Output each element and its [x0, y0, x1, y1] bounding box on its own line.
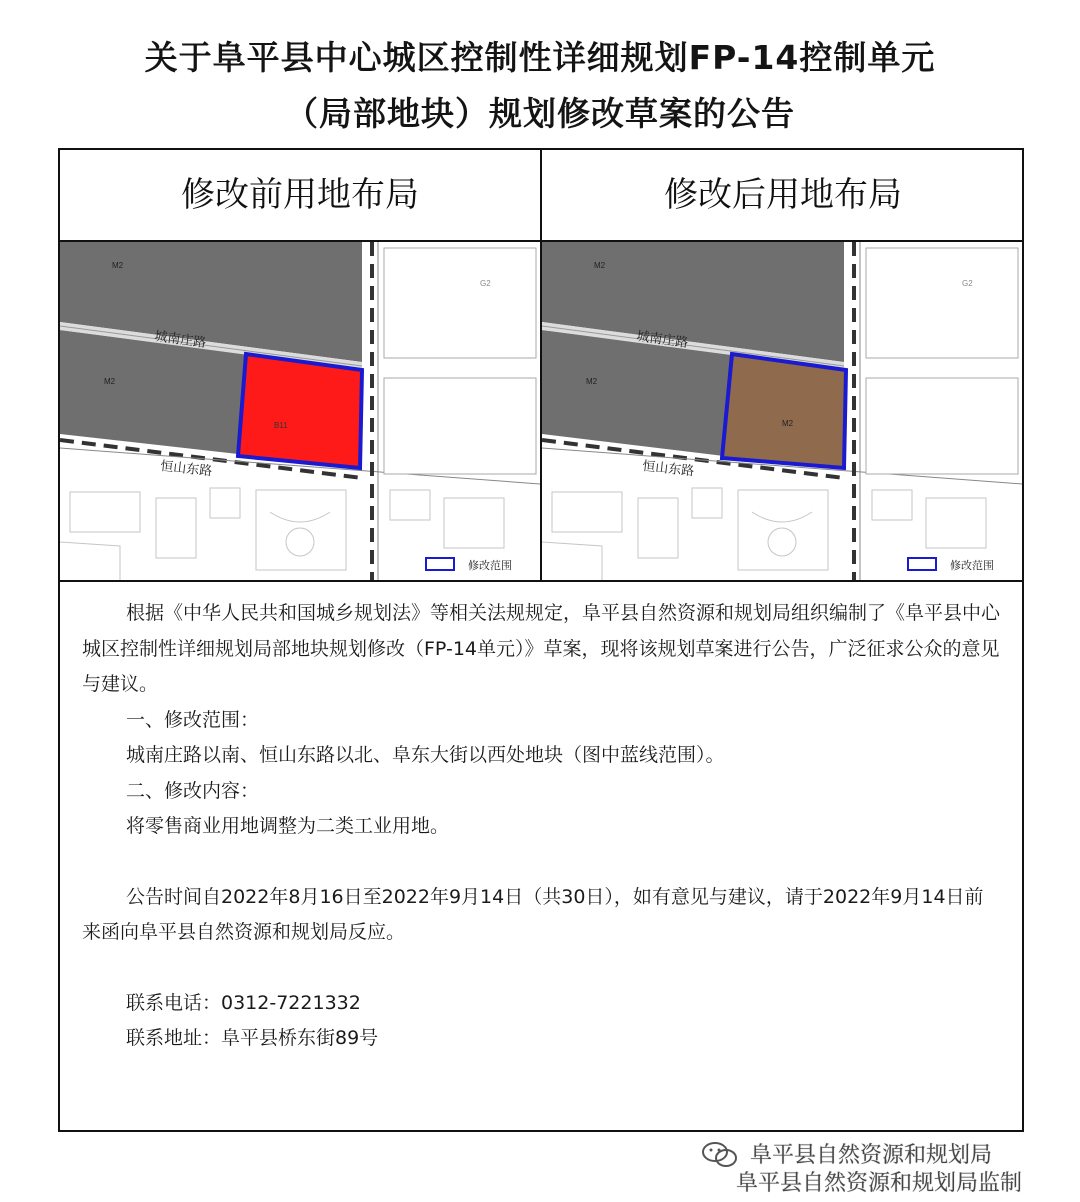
- road-label-south: 恒山东路: [641, 458, 695, 479]
- legend-label: 修改范围: [950, 560, 994, 572]
- notice-title-line1: 关于阜平县中心城区控制性详细规划FP-14控制单元: [144, 38, 936, 77]
- notice-title-line2: （局部地块）规划修改草案的公告: [285, 94, 795, 133]
- scope-heading: 一、修改范围：: [126, 708, 260, 731]
- before-land-use-map: [60, 242, 542, 582]
- after-layout-header: 修改后用地布局: [542, 150, 1024, 242]
- intro-paragraph: 根据《中华人民共和国城乡规划法》等相关法规规定，阜平县自然资源和规划局组织编制了《阜平县中心城区控制性详细规划局部地块规划修改（FP-14单元）》草案，现将该规划草案进行公告，广泛征求公众的意见与建议。: [82, 602, 1001, 695]
- block-code-label: M2: [594, 261, 606, 270]
- legend-label: 修改范围: [468, 560, 512, 572]
- wechat-watermark: [700, 1138, 1060, 1198]
- contact-phone: 联系电话：0312-7221332: [126, 991, 361, 1014]
- parcel-code-label: M2: [782, 419, 794, 428]
- before-layout-header: 修改前用地布局: [60, 150, 542, 242]
- supervision-credit: 阜平县自然资源和规划局监制: [736, 1171, 1023, 1196]
- parcel-before-red: [238, 354, 362, 468]
- block-code-label: M2: [586, 377, 598, 386]
- block-code-label: G2: [480, 279, 491, 288]
- notice-period: 公告时间自2022年8月16日至2022年9月14日（共30日），如有意见与建议，请于2022年9月14日前来函向阜平县自然资源和规划局反应。: [82, 885, 984, 943]
- road-label-north: 城南庄路: [153, 328, 208, 351]
- scope-text: 城南庄路以南、恒山东路以北、阜东大街以西处地块（图中蓝线范围）。: [126, 744, 725, 766]
- block-code-label: G2: [962, 279, 973, 288]
- notice-frame: [58, 148, 1024, 1132]
- road-label-south: 恒山东路: [159, 458, 213, 479]
- after-land-use-map: [542, 242, 1024, 582]
- block-code-label: M2: [104, 377, 116, 386]
- content-text: 将零售商业用地调整为二类工业用地。: [126, 815, 450, 837]
- wechat-icon: [700, 1140, 740, 1170]
- content-heading: 二、修改内容：: [126, 779, 260, 802]
- contact-address: 联系地址：阜平县桥东街89号: [126, 1027, 379, 1049]
- road-label-north: 城南庄路: [635, 328, 690, 351]
- block-code-label: M2: [112, 261, 124, 270]
- account-name: 阜平县自然资源和规划局: [750, 1143, 993, 1168]
- parcel-after-brown: [722, 354, 846, 468]
- parcel-code-label: B11: [274, 421, 288, 430]
- notice-body: [82, 596, 1002, 1057]
